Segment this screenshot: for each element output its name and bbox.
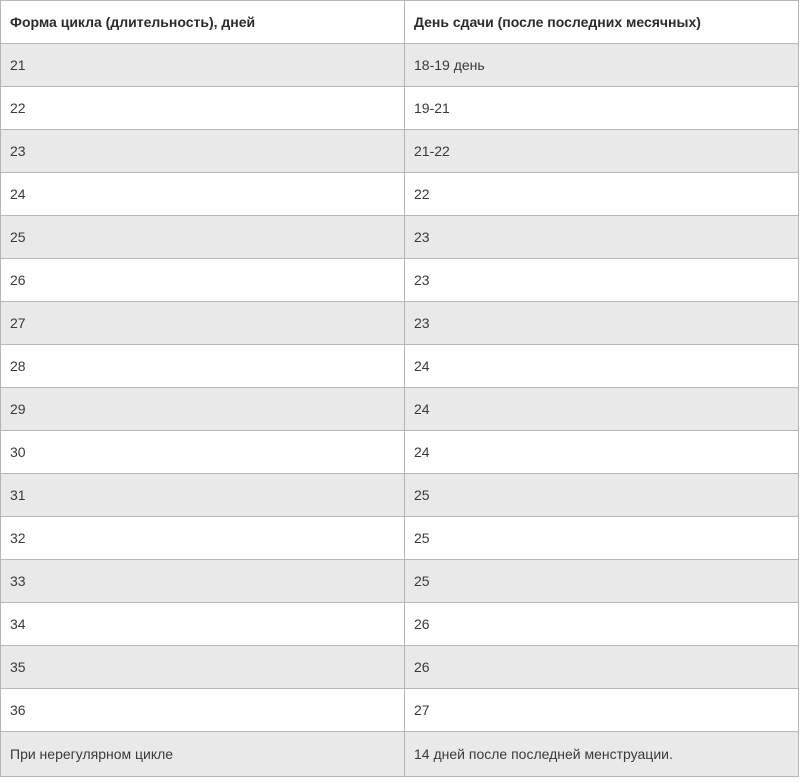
header-test-day: День сдачи (после последних месячных) <box>405 1 799 44</box>
table-row <box>1 474 799 517</box>
cell-cycle-length: 35 <box>1 646 405 689</box>
header-cycle-length: Форма цикла (длительность), дней <box>1 1 405 44</box>
cell-cycle-length: 34 <box>1 603 405 646</box>
table-body <box>1 44 799 777</box>
table-row <box>1 259 799 302</box>
cell-cycle-length: 28 <box>1 345 405 388</box>
cell-test-day: 25 <box>405 517 799 560</box>
table-row <box>1 130 799 173</box>
table-row <box>1 603 799 646</box>
cell-cycle-length: 29 <box>1 388 405 431</box>
cell-test-day: 24 <box>405 431 799 474</box>
table-row <box>1 87 799 130</box>
cell-test-day: 25 <box>405 560 799 603</box>
cell-test-day: 23 <box>405 302 799 345</box>
cell-test-day: 22 <box>405 173 799 216</box>
cell-cycle-length: 25 <box>1 216 405 259</box>
cell-test-day: 18-19 день <box>405 44 799 87</box>
cell-test-day: 24 <box>405 388 799 431</box>
cell-cycle-length: 21 <box>1 44 405 87</box>
table-row <box>1 44 799 87</box>
cell-cycle-length: 26 <box>1 259 405 302</box>
table-row <box>1 517 799 560</box>
table-row <box>1 646 799 689</box>
cell-test-day: 14 дней после последней менструации. <box>405 732 799 777</box>
cell-test-day: 27 <box>405 689 799 732</box>
cell-test-day: 24 <box>405 345 799 388</box>
cell-test-day: 26 <box>405 646 799 689</box>
cell-cycle-length: При нерегулярном цикле <box>1 732 405 777</box>
cell-cycle-length: 23 <box>1 130 405 173</box>
table-row <box>1 388 799 431</box>
cell-test-day: 21-22 <box>405 130 799 173</box>
cell-cycle-length: 36 <box>1 689 405 732</box>
table-row <box>1 732 799 777</box>
cell-cycle-length: 31 <box>1 474 405 517</box>
cell-cycle-length: 30 <box>1 431 405 474</box>
cell-cycle-length: 24 <box>1 173 405 216</box>
table-row <box>1 216 799 259</box>
cell-cycle-length: 27 <box>1 302 405 345</box>
cell-cycle-length: 22 <box>1 87 405 130</box>
table-row <box>1 560 799 603</box>
cell-test-day: 23 <box>405 259 799 302</box>
table-row <box>1 431 799 474</box>
cell-test-day: 25 <box>405 474 799 517</box>
cell-test-day: 26 <box>405 603 799 646</box>
table-row <box>1 345 799 388</box>
cell-test-day: 23 <box>405 216 799 259</box>
cell-cycle-length: 32 <box>1 517 405 560</box>
table-header <box>1 1 799 44</box>
cell-test-day: 19-21 <box>405 87 799 130</box>
header-row <box>1 1 799 44</box>
table-row <box>1 173 799 216</box>
table-row <box>1 689 799 732</box>
cell-cycle-length: 33 <box>1 560 405 603</box>
table-row <box>1 302 799 345</box>
